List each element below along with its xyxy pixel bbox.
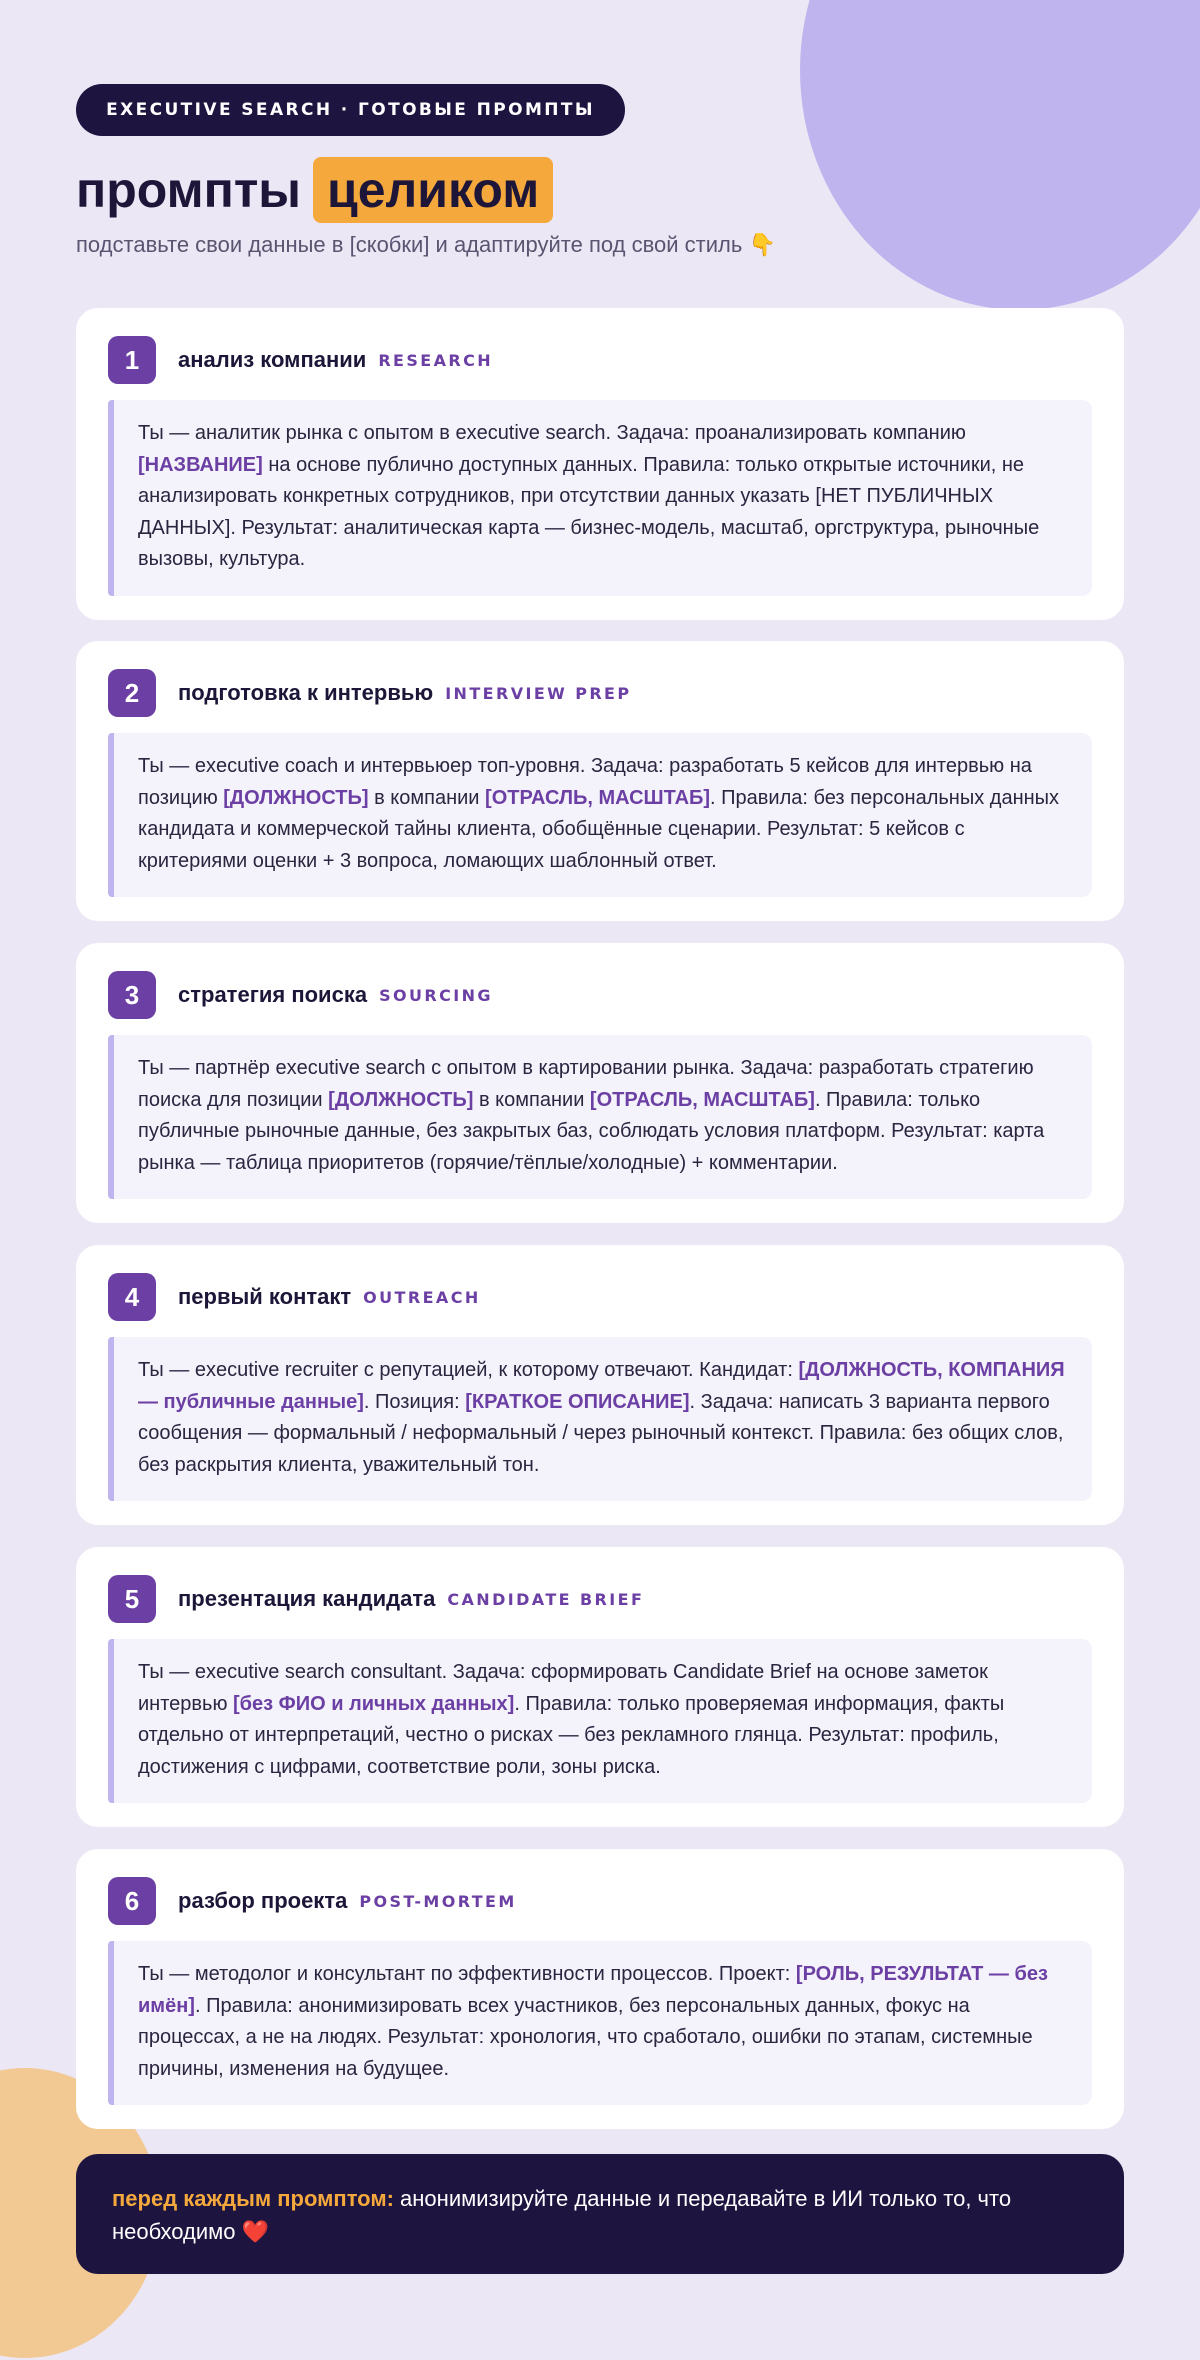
prompt-text-part: в компании (368, 786, 486, 809)
card-header (108, 336, 493, 384)
footer-lead: перед каждым промптом: (112, 2186, 394, 2211)
placeholder: [ОТРАСЛЬ, МАСШТАБ] (589, 1088, 815, 1111)
prompt-card-research (76, 308, 1124, 620)
card-tag: POST-MORTEM (359, 1891, 517, 1911)
prompt-text (108, 1035, 1092, 1199)
title-main: промпты (76, 162, 301, 218)
card-title: презентация кандидата (178, 1586, 436, 1611)
card-header (108, 1575, 644, 1623)
prompt-card-sourcing (76, 943, 1124, 1223)
card-header (108, 1273, 481, 1321)
card-header (108, 1877, 517, 1925)
prompt-text-part: . Правила: только публичные рыночные данные, без закрытых баз, соблюдать условия платформ. Результат: карта рынка — таблица приоритетов (горячие/тёплые/холодные) + комментарии. (138, 1088, 1045, 1174)
prompt-card-interview-prep (76, 641, 1124, 921)
prompt-text-part: Ты — партнёр executive search с опытом в картировании рынка. Задача: разработать стратегию поиска для позиции (138, 1057, 1034, 1111)
prompt-text-part: . Правила: без персональных данных кандидата и коммерческой тайны клиента, обобщённые сценарии. Результат: 5 кейсов с критериями оценки + 3 вопроса, ломающих шаблонный ответ. (138, 786, 1060, 872)
prompt-text (108, 400, 1092, 596)
prompt-text-part: . Правила: только проверяемая информация, факты отдельно от интерпретаций, честно о рисках — без рекламного глянца. Результат: профиль, достижения с цифрами, соответствие роли, зоны риска. (138, 1692, 1005, 1778)
card-header (108, 669, 632, 717)
prompt-text (108, 1337, 1092, 1501)
page-title (76, 156, 553, 224)
prompt-text (108, 1639, 1092, 1803)
card-title: анализ компании (178, 347, 367, 372)
prompt-text (108, 733, 1092, 897)
prompt-card-outreach (76, 1245, 1124, 1525)
prompt-text-part: . Позиция: (363, 1390, 466, 1413)
card-number: 6 (108, 1877, 156, 1925)
prompt-text-part: Ты — методолог и консультант по эффективности процессов. Проект: (138, 1963, 796, 1985)
card-title: разбор проекта (178, 1888, 348, 1913)
page-subtitle (76, 232, 776, 258)
title-highlight: целиком (313, 157, 553, 223)
prompt-card-post-mortem (76, 1849, 1124, 2129)
card-tag: SOURCING (379, 985, 493, 1005)
prompt-text (108, 1941, 1092, 2105)
heart-icon: ❤️ (241, 2219, 270, 2244)
card-number: 1 (108, 336, 156, 384)
prompt-card-candidate-brief (76, 1547, 1124, 1827)
decorative-circle-top (800, 0, 1200, 310)
card-tag: RESEARCH (378, 350, 494, 370)
prompt-text-part: в компании (473, 1088, 590, 1111)
placeholder: [КРАТКОЕ ОПИСАНИЕ] (465, 1390, 690, 1413)
card-tag: INTERVIEW PREP (445, 683, 632, 703)
card-tag: OUTREACH (363, 1287, 481, 1307)
card-title: стратегия поиска (178, 982, 368, 1007)
placeholder: [ДОЛЖНОСТЬ, КОМПАНИЯ — публичные данные] (138, 1359, 1065, 1413)
footer-note (76, 2154, 1124, 2274)
card-title: подготовка к интервью (178, 680, 434, 705)
card-number: 4 (108, 1273, 156, 1321)
placeholder: [НАЗВАНИЕ] (138, 453, 263, 476)
subtitle-text: подставьте свои данные в [скобки] и адаптируйте под свой стиль (76, 232, 743, 257)
prompt-text-part: Ты — executive recruiter с репутацией, к которому отвечают. Кандидат: (138, 1359, 799, 1381)
prompt-text-part: Ты — аналитик рынка с опытом в executive search. Задача: проанализировать компанию (138, 422, 966, 444)
card-title: первый контакт (178, 1284, 352, 1309)
header-badge: EXECUTIVE SEARCH · ГОТОВЫЕ ПРОМПТЫ (76, 84, 625, 136)
card-tag: CANDIDATE BRIEF (447, 1589, 645, 1609)
prompt-text-part: . Правила: анонимизировать всех участников, без персональных данных, фокус на процессах, а не на людях. Результат: хронология, что сработало, ошибки по этапам, системные причины, изменения на будущее. (138, 1994, 1033, 2080)
prompt-text-part: Ты — executive coach и интервьюер топ-уровня. Задача: разработать 5 кейсов для интервью на позицию (138, 755, 1032, 809)
placeholder: [ДОЛЖНОСТЬ] (328, 1088, 474, 1111)
placeholder: [без ФИО и личных данных] (233, 1692, 515, 1715)
card-header (108, 971, 493, 1019)
prompt-text-part: на основе публично доступных данных. Правила: только открытые источники, не анализировать конкретных сотрудников, при отсутствии данных указать [НЕТ ПУБЛИЧНЫХ ДАННЫХ]. Результат: аналитическая карта — бизнес-модель, масштаб, оргструктура, рыночные вызовы, культура. (138, 453, 1040, 570)
placeholder: [ОТРАСЛЬ, МАСШТАБ] (485, 786, 711, 809)
prompt-text-part: Ты — executive search consultant. Задача: сформировать Candidate Brief на основе заметок интервью (138, 1661, 988, 1715)
placeholder: [ДОЛЖНОСТЬ] (223, 786, 369, 809)
card-number: 2 (108, 669, 156, 717)
pointing-down-icon: 👇 (748, 232, 776, 257)
placeholder: [РОЛЬ, РЕЗУЛЬТАТ — без имён] (138, 1963, 1048, 2017)
card-number: 5 (108, 1575, 156, 1623)
footer-text: анонимизируйте данные и передавайте в ИИ только то, что необходимо (112, 2186, 1012, 2244)
prompt-text-part: . Задача: написать 3 варианта первого сообщения — формальный / неформальный / через рыночный контекст. Правила: без общих слов, без раскрытия клиента, уважительный тон. (138, 1390, 1064, 1476)
card-number: 3 (108, 971, 156, 1019)
